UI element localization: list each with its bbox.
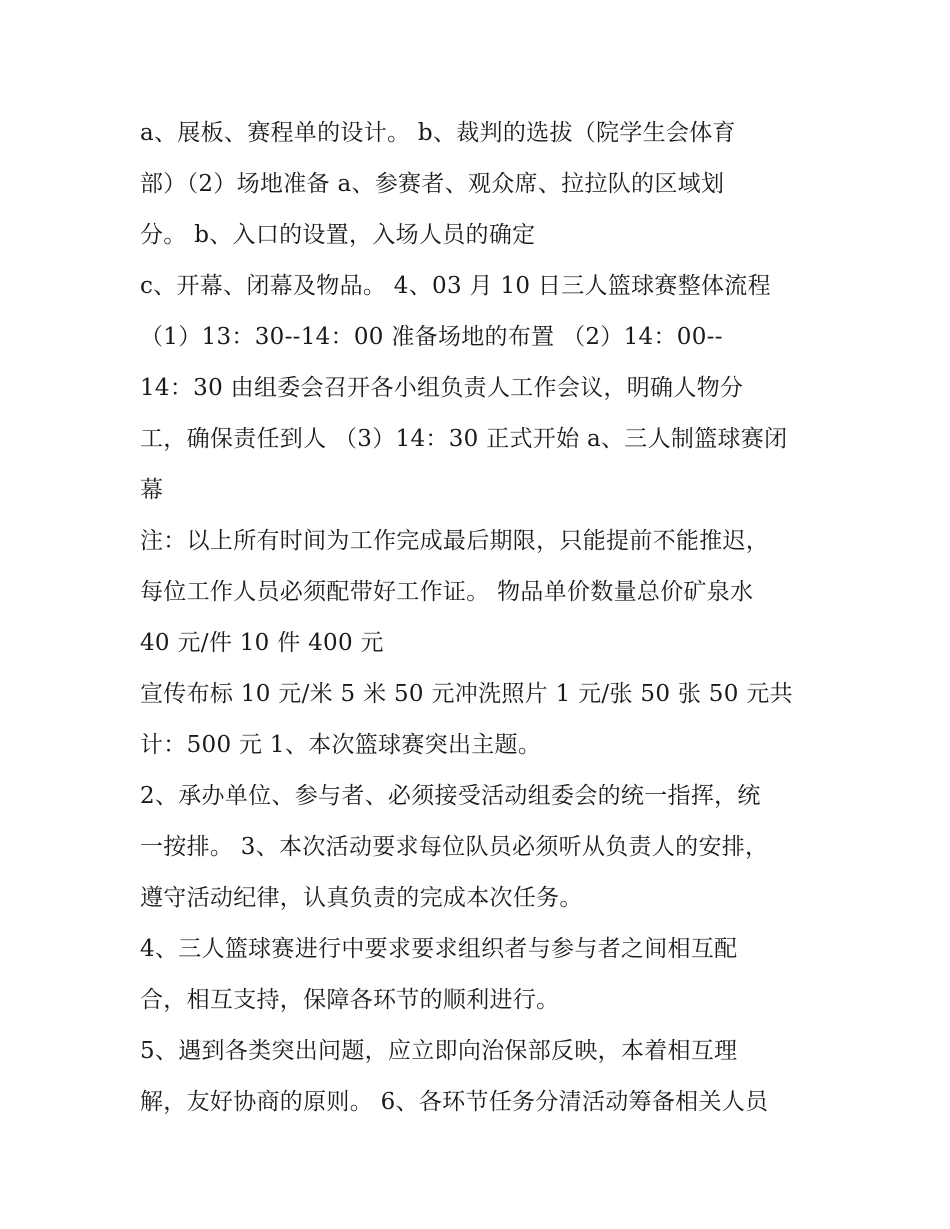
text-line: 宣传布标 10 元/米 5 米 50 元冲洗照片 1 元/张 50 张 50 元共 <box>140 681 793 707</box>
text-line: （1）13：30--14：00 准备场地的布置 （2）14：00-- <box>140 324 723 350</box>
text-line: 遵守活动纪律，认真负责的完成本次任务。 <box>140 885 583 911</box>
document-body <box>140 108 810 1128</box>
text-line: 每位工作人员必须配带好工作证。 物品单价数量总价矿泉水 <box>140 579 754 605</box>
text-line: c、开幕、闭幕及物品。 4、03 月 10 日三人篮球赛整体流程 <box>140 273 771 299</box>
text-line: 4、三人篮球赛进行中要求要求组织者与参与者之间相互配 <box>140 936 738 962</box>
text-line: 一按排。 3、本次活动要求每位队员必须听从负责人的安排， <box>140 834 769 860</box>
text-line: 2、承办单位、参与者、必须接受活动组委会的统一指挥，统 <box>140 783 761 809</box>
text-line: 工，确保责任到人 （3）14：30 正式开始 a、三人制篮球赛闭 <box>140 426 788 452</box>
text-line: 14：30 由组委会召开各小组负责人工作会议，明确人物分 <box>140 375 744 401</box>
text-line: 解，友好协商的原则。 6、各环节任务分清活动筹备相关人员 <box>140 1089 769 1115</box>
text-line: 分。 b、入口的设置，入场人员的确定 <box>140 222 536 248</box>
text-line: 幕 <box>140 477 164 503</box>
text-line: 40 元/件 10 件 400 元 <box>140 630 384 656</box>
text-line: 部）（2）场地准备 a、参赛者、观众席、拉拉队的区域划 <box>140 171 725 197</box>
text-line: a、展板、赛程单的设计。 b、裁判的选拔（院学生会体育 <box>140 120 736 146</box>
text-line: 合，相互支持，保障各环节的顺利进行。 <box>140 987 560 1013</box>
text-line: 计：500 元 1、本次篮球赛突出主题。 <box>140 732 542 758</box>
text-line: 注：以上所有时间为工作完成最后期限，只能提前不能推迟， <box>140 528 770 554</box>
text-line: 5、遇到各类突出问题，应立即向治保部反映，本着相互理 <box>140 1038 738 1064</box>
